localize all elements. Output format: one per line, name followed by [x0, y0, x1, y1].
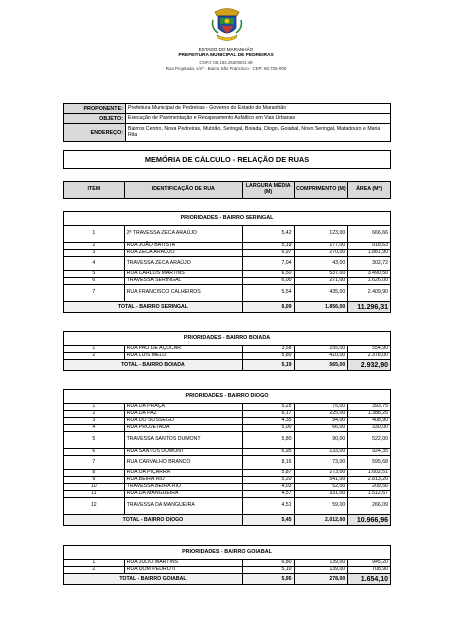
table-row — [64, 456, 390, 470]
row-area: 708,90 — [372, 566, 388, 573]
proponente-value: Prefeitura Municipal de Pedreiras - Governo do Estado do Maranhão — [128, 104, 287, 111]
row-item: 11 — [64, 491, 125, 497]
total-row — [64, 302, 390, 312]
row-item: 3 — [64, 250, 125, 256]
row-largura: 5,80 — [243, 353, 295, 359]
row-area: 2.378,00 — [367, 352, 388, 359]
col-ident: IDENTIFICAÇÃO DE RUA — [125, 182, 243, 198]
row-street-name: RUA CARLOS MARTINS — [125, 271, 243, 277]
row-street-name: RUA PAO DE AÇUCAR — [125, 346, 243, 352]
row-street-name: 2ª TRAVESSA ZECA ARAÚJO — [125, 226, 243, 242]
row-item: 1 — [64, 404, 125, 410]
row-comprimento: 59,00 — [295, 498, 349, 514]
row-comprimento: 435,00 — [295, 285, 349, 301]
section-title: PRIORIDADES - BAIRRO SERINGAL — [64, 212, 390, 226]
row-comprimento: 52,00 — [295, 484, 349, 490]
row-comprimento: 94,00 — [295, 418, 349, 424]
section-title: PRIORIDADES - BAIRRO BOIADA — [64, 332, 390, 346]
row-largura: 4,35 — [243, 418, 295, 424]
row-area: 209,56 — [372, 483, 388, 490]
total-largura: 6,09 — [243, 302, 295, 312]
row-item: 2 — [64, 353, 125, 359]
col-item: ITEM — [64, 182, 125, 198]
row-largura: 5,10 — [243, 567, 295, 573]
row-comprimento: 75,00 — [295, 404, 349, 410]
row-item: 6 — [64, 278, 125, 284]
total-label: TOTAL - BAIRRO BOIADA — [64, 360, 243, 370]
row-area: 2.409,90 — [367, 289, 388, 296]
row-comprimento: 73,00 — [295, 456, 349, 469]
row-street-name: TRAVESSA ZECA ARAÚJO — [125, 257, 243, 270]
row-item: 2 — [64, 243, 125, 249]
table-row — [64, 449, 390, 456]
row-area: 330,00 — [372, 424, 388, 431]
row-comprimento: 225,00 — [295, 411, 349, 417]
total-comprimento: 1.856,00 — [295, 302, 349, 312]
row-item: 4 — [64, 425, 125, 431]
row-largura: 3,58 — [243, 346, 295, 352]
table-row — [64, 257, 390, 271]
page-title: MEMÓRIA DE CÁLCULO - RELAÇÃO DE RUAS — [63, 150, 391, 169]
total-comprimento: 278,00 — [295, 574, 349, 584]
row-comprimento: 139,00 — [295, 567, 349, 573]
row-comprimento: 66,00 — [295, 425, 349, 431]
row-area: 3.490,50 — [367, 270, 388, 277]
row-item: 4 — [64, 257, 125, 270]
table-row — [64, 353, 390, 360]
row-area: 1.881,90 — [367, 249, 388, 256]
row-street-name: RUA ZECA ARAÚJO — [125, 250, 243, 256]
row-item: 6 — [64, 449, 125, 455]
table-header — [63, 181, 391, 199]
header-state: ESTADO DO MARANHÃO — [198, 47, 254, 52]
total-area: 11.296,31 — [348, 302, 390, 312]
row-area: 924,35 — [372, 448, 388, 455]
proponente-label: PROPONENTE: — [64, 104, 126, 113]
project-info-box — [63, 103, 391, 142]
row-item: 7 — [64, 456, 125, 469]
row-largura: 6,80 — [243, 560, 295, 566]
total-row — [64, 574, 390, 584]
row-street-name: TRAVESSA SANTOS DUMONT — [125, 432, 243, 448]
total-area: 2.932,90 — [348, 360, 390, 370]
section-table — [63, 389, 391, 526]
row-street-name: RUA BEIRA RIO — [125, 477, 243, 483]
row-area: 302,72 — [372, 259, 388, 266]
row-street-name: RUA DA PIÇARRA — [125, 470, 243, 476]
objeto-label: OBJETO: — [64, 114, 126, 123]
row-area: 1.512,67 — [367, 490, 388, 497]
row-street-name: RUA LUIS MELO — [125, 353, 243, 359]
row-item: 1 — [64, 226, 125, 242]
row-area: 1.388,25 — [367, 410, 388, 417]
row-area: 1.602,51 — [367, 469, 388, 476]
header-address: Rua Projetada, s/nº - Bairro São Francisco - CEP: 65.725-000 — [165, 66, 287, 71]
row-item: 5 — [64, 271, 125, 277]
row-item: 5 — [64, 432, 125, 448]
row-item: 7 — [64, 285, 125, 301]
row-comprimento: 331,00 — [295, 491, 349, 497]
row-area: 595,68 — [372, 458, 388, 465]
row-largura: 5,25 — [243, 404, 295, 410]
endereco-value: Bairros Centro, Nova Pedreiras, Mutirão, Seringal, Boiada, Diogo, Goiabal, Novo Seringal, Matadouro e Maria Rita — [128, 125, 381, 138]
row-street-name: TRAVESSA SERINGAL — [125, 278, 243, 284]
row-comprimento: 410,00 — [295, 353, 349, 359]
row-item: 1 — [64, 346, 125, 352]
row-area: 266,09 — [372, 502, 388, 509]
section-table — [63, 545, 391, 585]
table-row — [64, 250, 390, 257]
total-largura: 5,95 — [243, 574, 295, 584]
row-area: 918,63 — [372, 242, 388, 249]
table-row — [64, 278, 390, 285]
row-street-name: TRAVESSA BEIRA RIO — [125, 484, 243, 490]
total-largura: 5,19 — [243, 360, 295, 370]
row-largura: 5,19 — [243, 243, 295, 249]
section-table — [63, 211, 391, 313]
row-street-name: RUA SANTOS DUMONT — [125, 449, 243, 455]
row-largura: 4,51 — [243, 498, 295, 514]
row-area: 666,66 — [372, 230, 388, 237]
row-item: 10 — [64, 484, 125, 490]
row-street-name: RUA DO SOSSEGO — [125, 418, 243, 424]
row-largura: 4,03 — [243, 484, 295, 490]
header-cnpj: CNPJ: 06.184.253/0001-49 — [199, 60, 253, 65]
row-area: 393,75 — [372, 403, 388, 410]
row-largura: 5,00 — [243, 425, 295, 431]
endereco-row — [64, 124, 390, 141]
row-street-name: RUA DA MANGUEIRA — [125, 491, 243, 497]
row-item: 12 — [64, 498, 125, 514]
row-street-name: RUA DOM PEDRO II — [125, 567, 243, 573]
row-largura: 8,16 — [243, 456, 295, 469]
objeto-row — [64, 114, 390, 124]
col-comprimento: COMPRIMENTO (M) — [295, 182, 349, 198]
row-largura: 7,04 — [243, 257, 295, 270]
row-comprimento: 90,00 — [295, 432, 349, 448]
row-item: 8 — [64, 470, 125, 476]
row-item: 2 — [64, 567, 125, 573]
row-largura: 5,20 — [243, 477, 295, 483]
row-comprimento: 270,00 — [295, 250, 349, 256]
row-area: 1.626,00 — [367, 277, 388, 284]
col-area: ÁREA (M²) — [356, 186, 383, 193]
row-area: 554,90 — [372, 345, 388, 352]
table-row — [64, 491, 390, 498]
row-item: 9 — [64, 477, 125, 483]
row-street-name: RUA FRANCISCO CALHEIROS — [125, 285, 243, 301]
section-title: PRIORIDADES - BAIRRO GOIABAL — [64, 546, 390, 560]
row-comprimento: 139,00 — [295, 560, 349, 566]
row-comprimento: 43,00 — [295, 257, 349, 270]
table-row — [64, 425, 390, 432]
row-street-name: RUA DA PRAÇA — [125, 404, 243, 410]
row-comprimento: 155,00 — [295, 346, 349, 352]
total-comprimento: 565,00 — [295, 360, 349, 370]
total-area: 10.966,96 — [348, 515, 390, 525]
row-largura: 6,95 — [243, 449, 295, 455]
row-largura: 5,54 — [243, 285, 295, 301]
row-comprimento: 273,00 — [295, 470, 349, 476]
row-largura: 5,80 — [243, 432, 295, 448]
total-label: TOTAL - BAIRRO DIOGO — [64, 515, 243, 525]
total-largura: 5,45 — [243, 515, 295, 525]
objeto-value: Execução de Pavimentação e Recapeamento Asfáltico em Vias Urbanas — [128, 114, 296, 121]
row-largura: 5,42 — [243, 226, 295, 242]
row-area: 522,00 — [372, 436, 388, 443]
total-row — [64, 515, 390, 525]
row-item: 1 — [64, 560, 125, 566]
row-comprimento: 271,00 — [295, 278, 349, 284]
table-row — [64, 498, 390, 515]
endereco-label: ENDEREÇO: — [64, 124, 126, 141]
row-largura: 6,00 — [243, 278, 295, 284]
row-largura: 6,97 — [243, 250, 295, 256]
row-comprimento: 133,00 — [295, 449, 349, 455]
row-street-name: TRAVESSA DA MANGUEIRA — [125, 498, 243, 514]
row-largura: 5,87 — [243, 470, 295, 476]
row-area: 2.813,20 — [367, 476, 388, 483]
total-label: TOTAL - BAIRRO SERINGAL — [64, 302, 243, 312]
row-comprimento: 177,00 — [295, 243, 349, 249]
table-row — [64, 285, 390, 302]
table-row — [64, 567, 390, 574]
row-street-name: RUA JULIO MARTINS — [125, 560, 243, 566]
proponente-row — [64, 104, 390, 114]
section-title: PRIORIDADES - BAIRRO DIOGO — [64, 390, 390, 404]
row-item: 3 — [64, 418, 125, 424]
coat-of-arms-icon — [211, 6, 243, 42]
header-prefeitura: PREFEITURA MUNICIPAL DE PEDREIRAS — [178, 53, 274, 58]
total-comprimento: 2.012,00 — [295, 515, 349, 525]
table-row — [64, 226, 390, 243]
row-largura: 6,50 — [243, 271, 295, 277]
col-largura: LARGURA MÉDIA (M) — [243, 182, 295, 198]
row-comprimento: 537,00 — [295, 271, 349, 277]
row-street-name: RUA JOÃO BATISTA — [125, 243, 243, 249]
row-street-name: RUA DA PAZ — [125, 411, 243, 417]
row-area: 408,90 — [372, 417, 388, 424]
total-label: TOTAL - BAIRRO GOIABAL — [64, 574, 243, 584]
total-row — [64, 360, 390, 370]
row-item: 2 — [64, 411, 125, 417]
row-area: 945,20 — [372, 559, 388, 566]
row-comprimento: 541,00 — [295, 477, 349, 483]
total-area: 1.654,10 — [348, 574, 390, 584]
table-row — [64, 432, 390, 449]
row-street-name: RUA PROJETADA — [125, 425, 243, 431]
row-largura: 6,17 — [243, 411, 295, 417]
section-table — [63, 331, 391, 371]
row-street-name: RUA CARVALHO BRANCO — [125, 456, 243, 469]
row-comprimento: 123,00 — [295, 226, 349, 242]
row-largura: 4,57 — [243, 491, 295, 497]
